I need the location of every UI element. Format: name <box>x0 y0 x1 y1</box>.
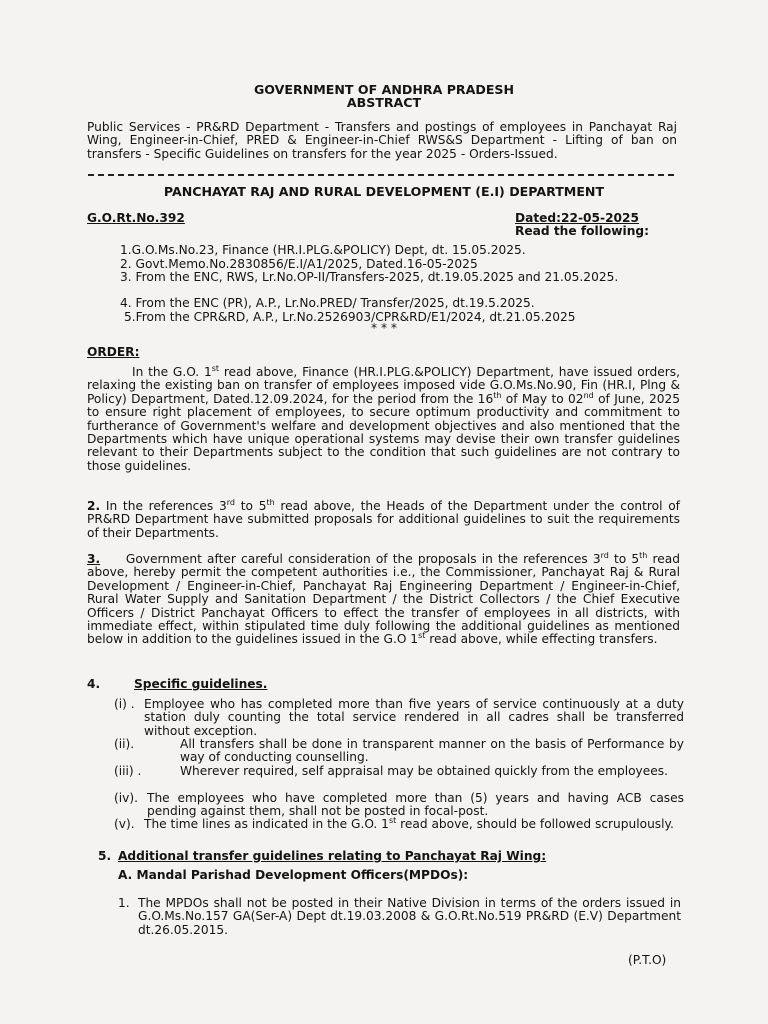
abstract-heading: ABSTRACT <box>346 95 422 110</box>
section-4-title: Specific guidelines. <box>134 677 268 691</box>
read-following-label: Read the following: <box>515 224 649 238</box>
reference-item: 3. From the ENC, RWS, Lr.No.OP-II/Transfers-2025, dt.19.05.2025 and 21.05.2025. <box>120 270 619 284</box>
section-5-number: 5. <box>98 849 112 863</box>
order-paragraph-2: 2. In the references 3rd to 5th read above, the Heads of the Department under the control of PR&RD Department have submitted proposals for additional guidelines to suit the requirements of their Departments. <box>87 498 680 540</box>
department-title: PANCHAYAT RAJ AND RURAL DEVELOPMENT (E.I) DEPARTMENT <box>163 184 605 199</box>
section-5-title: Additional transfer guidelines relating to Panchayat Raj Wing: <box>118 849 547 863</box>
order-heading: ORDER: <box>87 345 140 359</box>
mpdo-item-number: 1. <box>118 896 130 910</box>
dashed-divider <box>88 174 674 176</box>
reference-item: 5.From the CPR&RD, A.P., Lr.No.2526903/CPR&RD/E1/2024, dt.21.05.2025 <box>124 310 576 324</box>
reference-item: 2. Govt.Memo.No.2830856/E.I/A1/2025, Dated.16-05-2025 <box>120 257 478 271</box>
abstract-text: Public Services - PR&RD Department - Transfers and postings of employees in Panchayat Raj Wing, Engineer-in-Chief, PRED & Engineer-in-Chief RWS&S Department - Lifting of ban on transfers - Specific Guidelines on transfers for the year 2025 - Orders-Issued. <box>87 120 677 161</box>
order-paragraph-1: In the G.O. 1st read above, Finance (HR.I.PLG.&POLICY) Department, have issued orders, relaxing the existing ban on transfer of employees imposed vide G.O.Ms.No.90, Fin (HR.I, Plng & Policy) Department, Dated.12.09.2024, for the period from the 16th of May to 02nd of June, 2025 to ensure right placement of employees, to secure optimum productivity and commitment to furtherance of Government's welfare and development objectives and also mentioned that the Departments which have unique operational systems may devise their own transfer guidelines relevant to their Departments subject to the condition that such guidelines are not contrary to those guidelines. <box>87 364 681 473</box>
order-paragraph-3: 3. Government after careful consideration of the proposals in the references 3rd to 5th read above, hereby permit the competent authorities i.e., the Commissioner, Panchayat Raj & Rural Development / Engineer-in-Chief, Panchayat Raj Engineering Department / Engineer-in-Chief, Rural Water Supply and Sanitation Department / the District Collectors / the Chief Executive Officers / District Panchayat Officers to effect the transfer of employees in all districts, with immediate effect, within stipulated time duly following the additional guidelines as mentioned below in addition to the guidelines issued in the G.O 1st read above, while effecting transfers. <box>87 551 684 647</box>
reference-item: 4. From the ENC (PR), A.P., Lr.No.PRED/ Transfer/2025, dt.19.5.2025. <box>120 296 535 310</box>
document-page: GOVERNMENT OF ANDHRA PRADESH ABSTRACT Public Services - PR&RD Department - Transfers and postings of employees in Panchayat Raj Wing, Engineer-in-Chief, PRED & Engineer-in-Chief RWS&S Department - Lifting of ban on transfers - Specific Guidelines on transfers for the year 2025 - Orders-Issued. PANCHAYAT RAJ AND RURAL DEVELOPMENT (E.I) DEPARTMENT G.O.Rt.No.392 Dated:22-05-2025 Read the following: 1.G.O.Ms.No.23, Finance (HR.I.PLG.&POLICY) Dept, dt. 15.05.2025. 2. Govt.Memo.No.2830856/E.I/A1/2025, Dated.16-05-2025 3. From the ENC, RWS, Lr.No.OP-II/Transfers-2025, dt.19.05.2025 and 21.05.2025. 4. From the ENC (PR), A.P., Lr.No.PRED/ Transfer/2025, dt.19.5.2025. 5.From the CPR&RD, A.P., Lr.No.2526903/CPR&RD/E1/2024, dt.21.05.2025 * * * ORDER: In the G.O. 1st read above, Finance (HR.I.PLG.&POLICY) Department, have issued orders, relaxing the existing ban on transfer of employees imposed vide G.O.Ms.No.90, Fin (HR.I, Plng & Policy) Department, Dated.12.09.2024, for the period from the 16th of May to 02nd of June, 2025 to ensure right placement of employees, to secure optimum productivity and commitment to furtherance of Government's welfare and development objectives and also mentioned that the Departments which have unique operational systems may devise their own transfer guidelines relevant to their Departments subject to the condition that such guidelines are not contrary to those guidelines. 2. In the references 3rd to 5th read above, the Heads of the Department under the control of PR&RD Department have submitted proposals for additional guidelines to suit the requirements of their Departments. 3. Government after careful consideration of the proposals in the references 3rd to 5th read above, hereby permit the competent authorities i.e., the Commissioner, Panchayat Raj & Rural Development / Engineer-in-Chief, Panchayat Raj Engineering Department / Engineer-in-Chief, Rural Water Supply and Sanitation Department / the District Collectors / the Chief Executive Officers / District Panchayat Officers to effect the transfer of employees in all districts, with immediate effect, within stipulated time duly following the additional guidelines as mentioned below in addition to the guidelines issued in the G.O 1st read above, while effecting transfers. 4. Specific guidelines. (i) . Employee who has completed more than five years of service continuously at a duty station duly counting the total service rendered in all cadres shall be transferred without exception. (ii). All transfers shall be done in transparent manner on the basis of Performance by way of conducting counselling. (iii) . Wherever required, self appraisal may be obtained quickly from the employees. (iv). The employees who have completed more than (5) years and having ACB cases pending against them, shall not be posted in focal-post. (v). The time lines as indicated in the G.O. 1st read above, should be followed scrupulously. 5. Additional transfer guidelines relating to Panchayat Raj Wing: A. Mandal Parishad Development Officers(MPDOs): 1. The MPDOs shall not be posted in their Native Division in terms of the orders issued in G.O.Ms.No.157 GA(Ser-A) Dept dt.19.03.2008 & G.O.Rt.No.519 PR&RD (E.V) Department dt.26.05.2015. (P.T.O) <box>0 0 768 1024</box>
mpdo-item-text: The MPDOs shall not be posted in their Native Division in terms of the orders issued in G.O.Ms.No.157 GA(Ser-A) Dept dt.19.03.2008 & G.O.Rt.No.519 PR&RD (E.V) Department dt.26.05.2015. <box>138 896 681 937</box>
section-5-subtitle: A. Mandal Parishad Development Officers(MPDOs): <box>118 868 469 882</box>
section-4-number: 4. <box>87 677 101 691</box>
separator-stars: * * * <box>370 321 398 335</box>
go-date: Dated:22-05-2025 <box>515 211 639 225</box>
please-turn-over: (P.T.O) <box>628 953 667 967</box>
go-number: G.O.Rt.No.392 <box>87 211 185 225</box>
government-heading: GOVERNMENT OF ANDHRA PRADESH <box>253 82 515 97</box>
reference-item: 1.G.O.Ms.No.23, Finance (HR.I.PLG.&POLICY) Dept, dt. 15.05.2025. <box>120 243 526 257</box>
